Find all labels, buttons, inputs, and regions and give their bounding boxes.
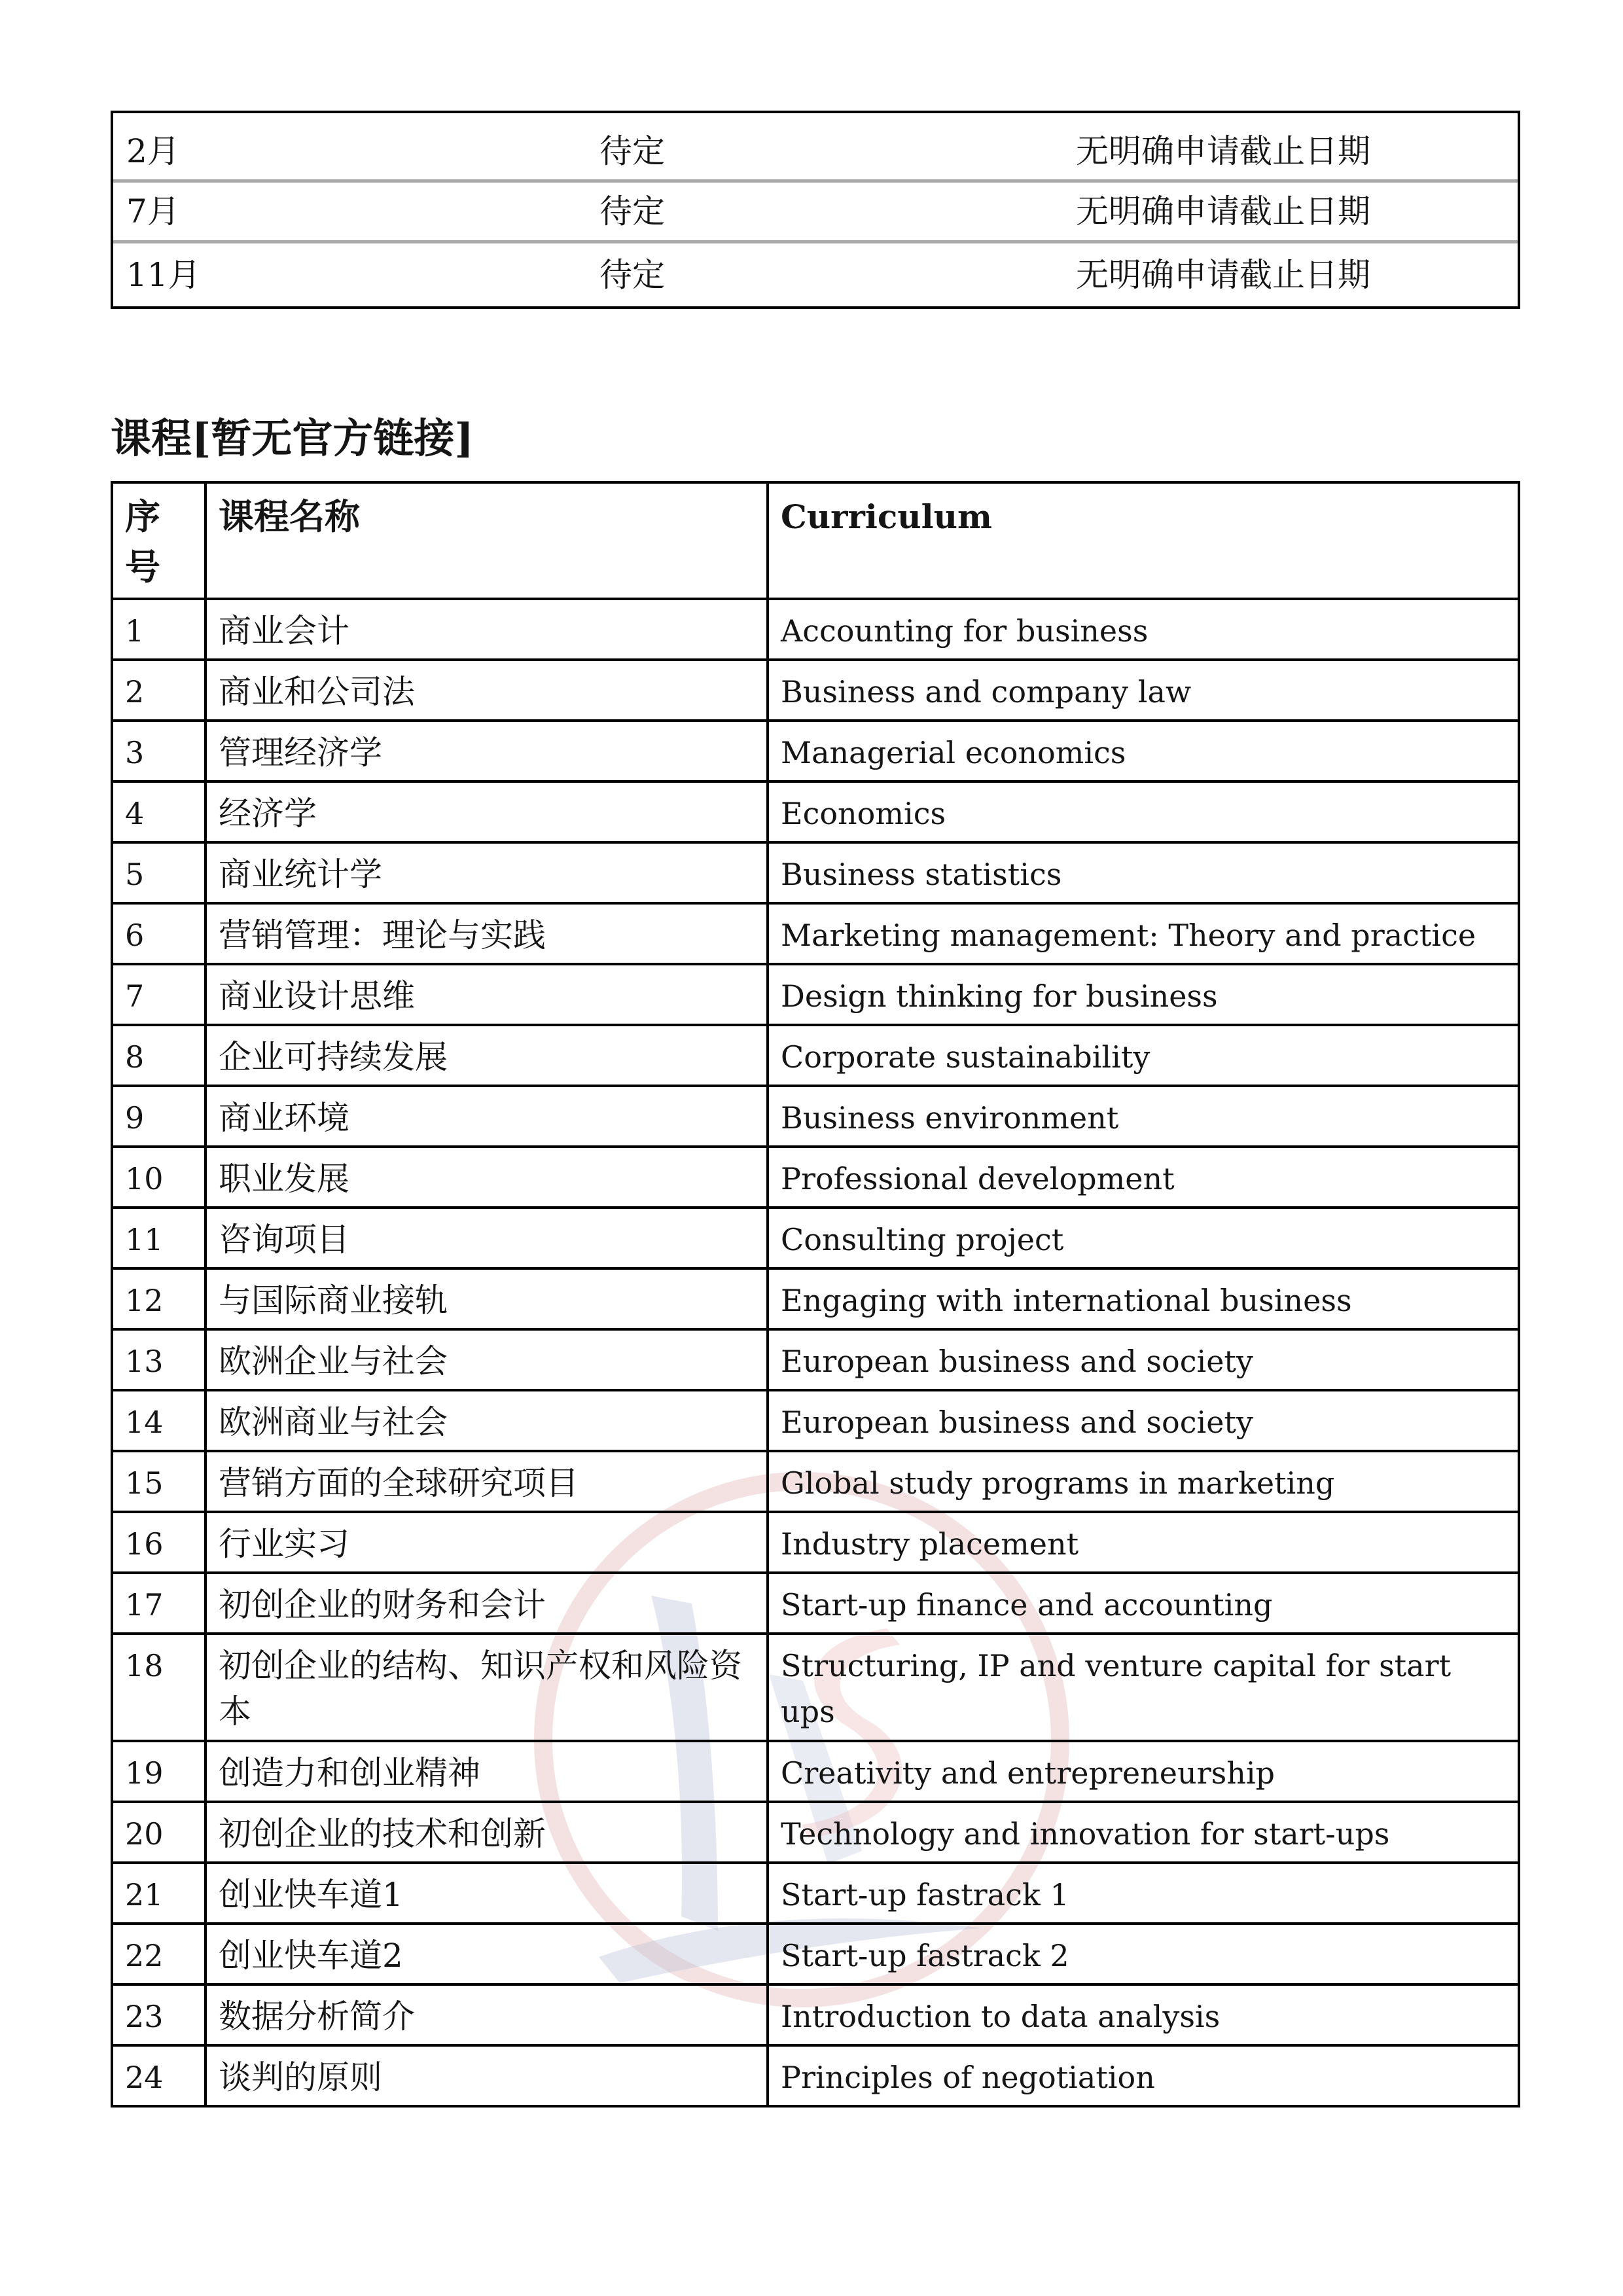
header-name-zh: 课程名称 [207, 484, 769, 598]
header-index [113, 484, 207, 598]
course-number: 10 [113, 1148, 207, 1206]
course-name-zh: 欧洲企业与社会 [207, 1331, 769, 1389]
course-number: 13 [113, 1331, 207, 1389]
course-number: 18 [113, 1635, 207, 1740]
course-name-en: Principles of negotiation [781, 2060, 1155, 2095]
course-row [113, 1087, 1518, 1148]
intake-status: 待定 [599, 256, 665, 294]
intake-month: 7月 [126, 192, 180, 230]
course-row [113, 844, 1518, 905]
course-name-en: Structuring, IP and venture capital for start ups [781, 1648, 1452, 1729]
course-row [113, 1209, 1518, 1270]
course-number: 15 [113, 1452, 207, 1511]
course-name-zh: 职业发展 [207, 1148, 769, 1206]
course-name-zh: 欧洲商业与社会 [207, 1391, 769, 1450]
course-name-en: Business statistics [781, 857, 1062, 892]
course-name-zh: 初创企业的结构、知识产权和风险资 本 [207, 1635, 769, 1740]
course-row [113, 1452, 1518, 1513]
course-name-en: Business and company law [781, 674, 1192, 709]
course-name-zh: 创业快车道2 [207, 1925, 769, 1983]
course-number: 19 [113, 1742, 207, 1801]
course-name-zh: 商业统计学 [207, 844, 769, 902]
course-number: 16 [113, 1513, 207, 1571]
course-name-en: Technology and innovation for start-ups [781, 1816, 1390, 1852]
intake-deadline: 无明确申请截止日期 [1076, 132, 1370, 170]
course-name-zh: 谈判的原则 [207, 2047, 769, 2105]
course-number: 9 [113, 1087, 207, 1145]
course-row [113, 965, 1518, 1026]
course-name-zh: 初创企业的技术和创新 [207, 1803, 769, 1861]
course-name-zh: 行业实习 [207, 1513, 769, 1571]
course-number: 20 [113, 1803, 207, 1861]
intake-status: 待定 [599, 132, 665, 170]
course-number: 2 [113, 661, 207, 719]
course-row [113, 1925, 1518, 1986]
table-header-row [113, 484, 1518, 600]
course-name-en: Managerial economics [781, 735, 1126, 770]
header-name-en: Curriculum [781, 497, 992, 536]
course-name-en: Start-up fastrack 2 [781, 1938, 1069, 1973]
course-name-en: Professional development [781, 1161, 1175, 1196]
intake-table [111, 111, 1520, 309]
intake-status: 待定 [599, 192, 665, 230]
course-name-en: Business environment [781, 1100, 1119, 1136]
intake-row [113, 179, 1518, 240]
course-row [113, 661, 1518, 722]
course-number: 4 [113, 783, 207, 841]
course-name-zh: 创造力和创业精神 [207, 1742, 769, 1801]
course-name-en: Introduction to data analysis [781, 1999, 1221, 2034]
intake-month: 2月 [126, 132, 180, 170]
course-row [113, 1574, 1518, 1635]
course-number: 11 [113, 1209, 207, 1267]
course-number: 21 [113, 1864, 207, 1922]
curriculum-table [111, 481, 1520, 2108]
course-row [113, 1742, 1518, 1803]
course-name-zh: 经济学 [207, 783, 769, 841]
course-row [113, 1513, 1518, 1574]
course-number: 14 [113, 1391, 207, 1450]
intake-row [113, 240, 1518, 306]
course-number: 5 [113, 844, 207, 902]
course-row [113, 1635, 1518, 1742]
course-number: 24 [113, 2047, 207, 2105]
course-name-zh: 初创企业的财务和会计 [207, 1574, 769, 1632]
course-name-en: Marketing management: Theory and practice [781, 918, 1476, 953]
course-name-zh: 商业设计思维 [207, 965, 769, 1024]
curriculum-title: 课程[暂无官方链接] [111, 414, 474, 462]
course-name-zh: 管理经济学 [207, 722, 769, 780]
course-name-zh: 创业快车道1 [207, 1864, 769, 1922]
intake-row [113, 113, 1518, 179]
course-name-en: Design thinking for business [781, 978, 1218, 1014]
course-row [113, 1270, 1518, 1331]
course-row [113, 1986, 1518, 2047]
course-name-zh: 商业会计 [207, 600, 769, 658]
course-row [113, 1331, 1518, 1391]
course-row [113, 905, 1518, 965]
course-number: 1 [113, 600, 207, 658]
course-name-zh: 营销管理：理论与实践 [207, 905, 769, 963]
course-name-en: Economics [781, 796, 946, 831]
course-row [113, 1391, 1518, 1452]
course-row [113, 1864, 1518, 1925]
course-number: 22 [113, 1925, 207, 1983]
course-number: 17 [113, 1574, 207, 1632]
course-name-en: Consulting project [781, 1222, 1064, 1257]
course-row [113, 783, 1518, 844]
course-name-en: Corporate sustainability [781, 1039, 1150, 1075]
course-name-zh: 商业和公司法 [207, 661, 769, 719]
course-name-en: Start-up finance and accounting [781, 1587, 1273, 1623]
course-name-zh: 咨询项目 [207, 1209, 769, 1267]
header-index-label: 序号 [125, 495, 160, 588]
course-name-en: Accounting for business [781, 613, 1149, 649]
intake-deadline: 无明确申请截止日期 [1076, 192, 1370, 230]
course-row [113, 1026, 1518, 1087]
course-number: 3 [113, 722, 207, 780]
course-number: 23 [113, 1986, 207, 2044]
course-number: 12 [113, 1270, 207, 1328]
course-name-zh: 与国际商业接轨 [207, 1270, 769, 1328]
course-name-en: European business and society [781, 1344, 1253, 1379]
course-name-zh: 营销方面的全球研究项目 [207, 1452, 769, 1511]
course-name-en: European business and society [781, 1405, 1253, 1440]
course-row [113, 1148, 1518, 1209]
intake-deadline: 无明确申请截止日期 [1076, 256, 1370, 294]
course-name-en: Creativity and entrepreneurship [781, 1755, 1275, 1791]
course-number: 6 [113, 905, 207, 963]
course-name-zh: 数据分析简介 [207, 1986, 769, 2044]
intake-month: 11月 [126, 256, 201, 294]
course-name-en: Engaging with international business [781, 1283, 1352, 1318]
course-name-en: Industry placement [781, 1526, 1079, 1562]
course-name-zh: 企业可持续发展 [207, 1026, 769, 1085]
course-name-zh: 商业环境 [207, 1087, 769, 1145]
course-number: 7 [113, 965, 207, 1024]
course-row [113, 1803, 1518, 1864]
course-name-en: Global study programs in marketing [781, 1465, 1335, 1501]
course-row [113, 600, 1518, 661]
course-row [113, 722, 1518, 783]
course-number: 8 [113, 1026, 207, 1085]
course-name-en: Start-up fastrack 1 [781, 1877, 1069, 1912]
course-row [113, 2047, 1518, 2105]
